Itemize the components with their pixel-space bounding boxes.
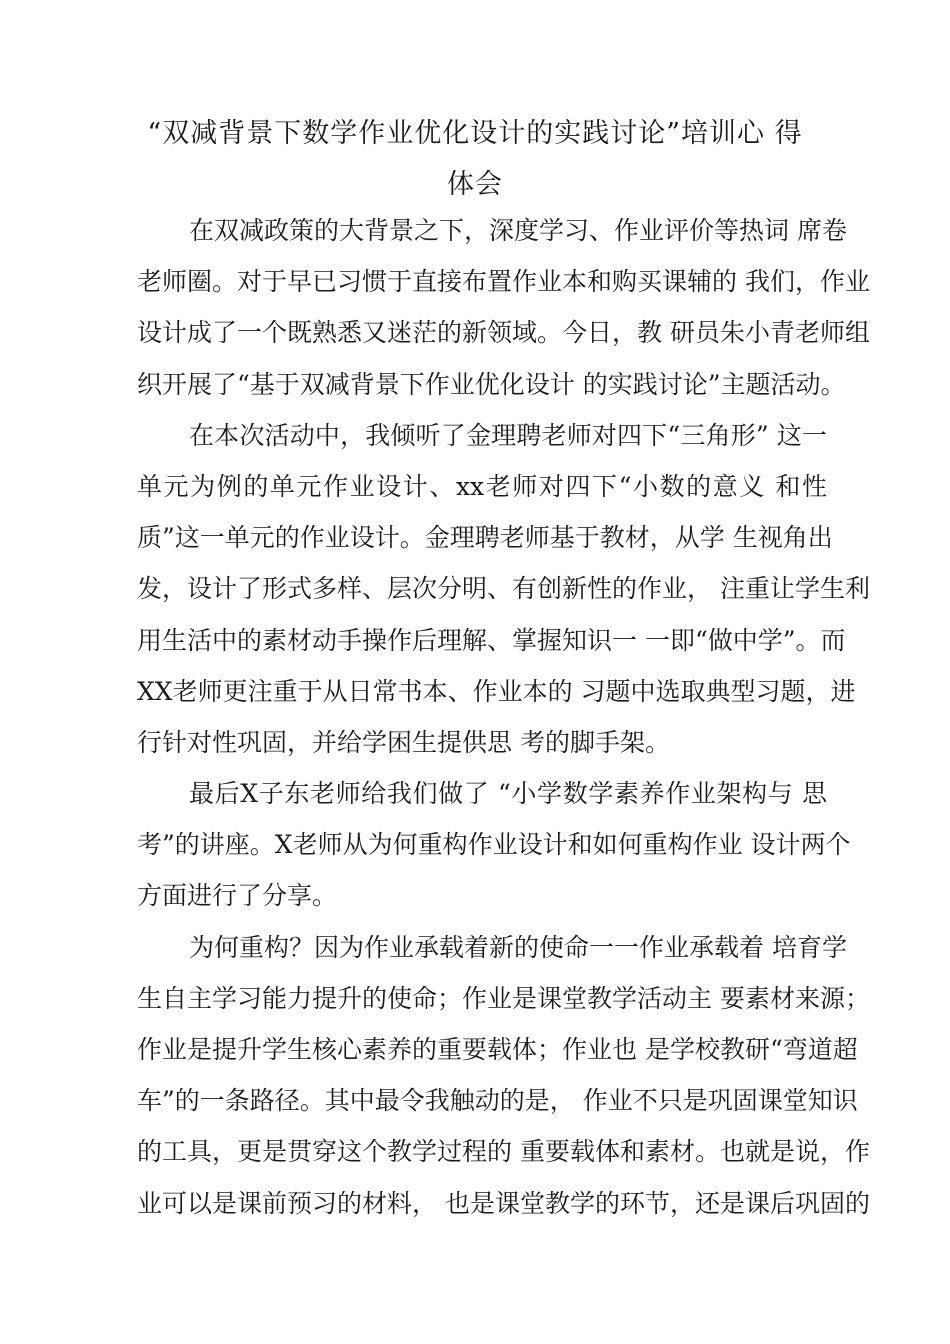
text-line: 单元为例的单元作业设计、xx老师对四下“小数的意义 和性 [137, 471, 827, 501]
title-line: 体会 [447, 169, 503, 200]
text-line: 用生活中的素材动手操作后理解、掌握知识一 一即“做中学”。而 [137, 625, 846, 655]
text-line: 发，设计了形式多样、层次分明、有创新性的作业， 注重让学生利 [137, 574, 870, 604]
title-line: “双减背景下数学作业优化设计的实践讨论”培训心 得 [147, 118, 803, 149]
text-line: 方面进行了分享。 [137, 881, 338, 911]
text-line: 车”的一条路径。其中最令我触动的是， 作业不只是巩固课堂知识 [137, 1086, 858, 1116]
text-line: 织开展了“基于双减背景下作业优化设计 的实践讨论”主题活动。 [137, 369, 846, 399]
text-line: 行针对性巩固，并给学困生提供思 考的脚手架。 [137, 727, 670, 757]
text-line: 质”这一单元的作业设计。金理聘老师基于教材，从学 生视角出 [137, 523, 833, 553]
text-line: 老师圈。对于早已习惯于直接布置作业本和购买课辅的 我们，作业 [137, 267, 870, 297]
text-line: 作业是提升学生核心素养的重要载体；作业也 是学校教研“弯道超 [137, 1035, 858, 1064]
document-title [110, 108, 840, 210]
text-line: 在本次活动中，我倾听了金理聘老师对四下“三角形” 这一 [189, 420, 827, 450]
text-line: 为何重构？因为作业承载着新的使命一一作业承载着 培育学 [189, 932, 847, 962]
text-line: 最后X子东老师给我们做了 “小学数学素养作业架构与 思 [189, 779, 827, 809]
text-line: XX老师更注重于从日常书本、作业本的 习题中选取典型习题，进 [137, 676, 856, 706]
paragraph [137, 922, 870, 1229]
paragraph [137, 410, 870, 768]
paragraph [137, 205, 870, 410]
paragraph [137, 768, 851, 922]
text-line: 考”的讲座。X老师从为何重构作业设计和如何重构作业 设计两个 [137, 830, 851, 860]
text-line: 生自主学习能力提升的使命；作业是课堂教学活动主 要素材来源； [137, 983, 870, 1013]
text-line: 的工具，更是贯穿这个教学过程的 重要载体和素材。也就是说，作 [137, 1137, 870, 1167]
text-line: 设计成了一个既熟悉又迷茫的新领域。今日，教 研员朱小青老师组 [137, 318, 870, 348]
text-line: 业可以是课前预习的材料， 也是课堂教学的环节，还是课后巩固的 [137, 1188, 870, 1218]
text-line: 在双减政策的大背景之下，深度学习、作业评价等热词 席卷 [189, 216, 847, 245]
document-body [137, 205, 870, 1229]
